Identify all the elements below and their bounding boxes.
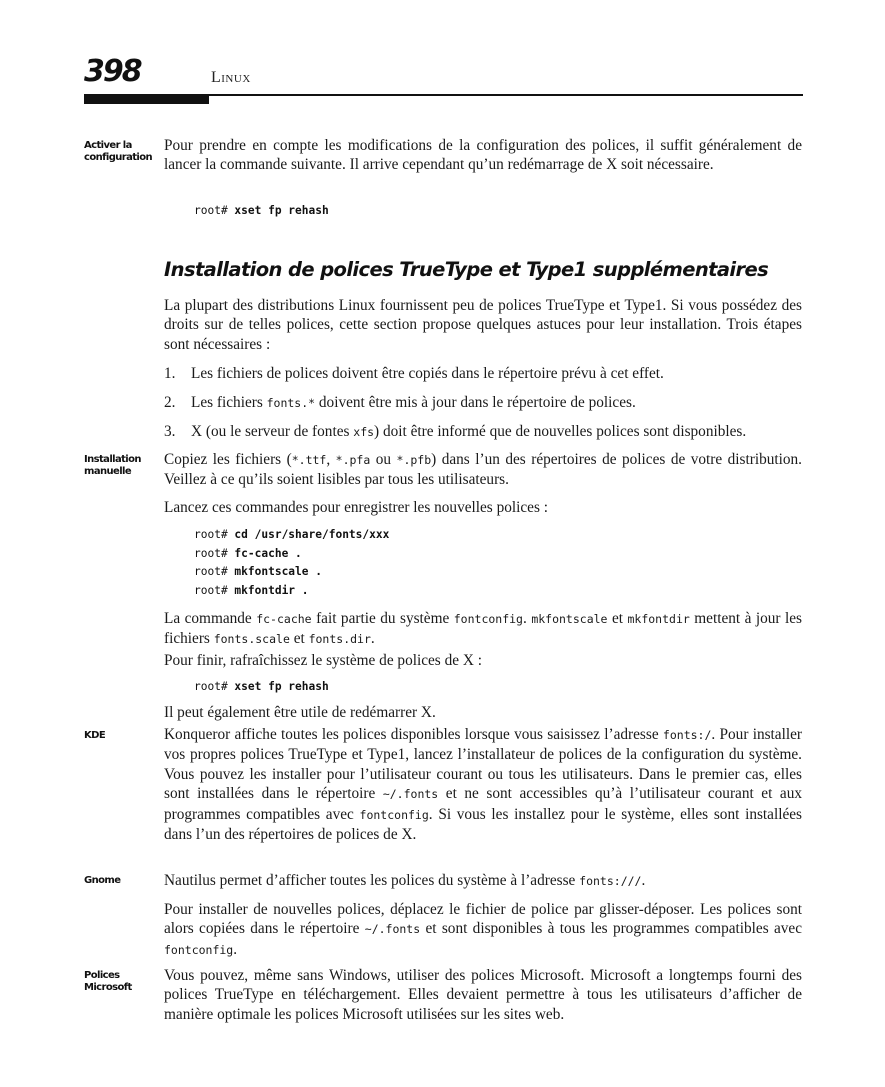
margin-note-line: configuration xyxy=(84,152,153,163)
inline-code: fonts.* xyxy=(266,396,316,410)
step-number: 1. xyxy=(164,365,176,382)
paragraph-intro: La plupart des distributions Linux fournissent peu de polices TrueType et Type1. Si vous possédez des droits sur de telles polices, cette section propose quelques astuces pour leur installation. Trois étapes sont nécessaires : xyxy=(164,297,802,353)
step-number: 3. xyxy=(164,423,176,440)
margin-note-line: Activer la xyxy=(84,140,132,151)
paragraph-commande: La commande fc-cache fait partie du système fontconfig. mkfontscale et mkfontdir mettent à jour les fichiers fonts.scale et fonts.dir. xyxy=(164,610,802,648)
inline-code: *.pfb xyxy=(396,453,432,467)
paragraph-gnome-2: Pour installer de nouvelles polices, déplacez le fichier de police par glisser-déposer. Les polices sont alors copiées dans le répertoire ~/.fonts et sont disponibles à tous les programmes compatibles avec fontconfig. xyxy=(164,901,802,958)
margin-note-installation xyxy=(84,454,158,478)
margin-note-kde: KDE xyxy=(84,730,106,741)
paragraph-redemarrer: Il peut également être utile de redémarrer X. xyxy=(164,704,436,721)
section-title: Installation de polices TrueType et Type1 supplémentaires xyxy=(164,258,769,281)
code-block-commands: root# cd /usr/share/fonts/xxx root# fc-cache . root# mkfontscale . root# mkfontdir . xyxy=(194,528,390,597)
margin-note-polices xyxy=(84,970,158,994)
margin-note-activer xyxy=(84,140,158,164)
margin-note-gnome: Gnome xyxy=(84,875,121,886)
code-block-rehash-1 xyxy=(194,202,329,221)
header-rule-tab xyxy=(84,95,209,104)
paragraph-gnome-1: Nautilus permet d’afficher toutes les polices du système à l’adresse fonts:///. xyxy=(164,872,646,889)
page-number: 398 xyxy=(84,54,141,89)
paragraph-copiez: Copiez les fichiers (*.ttf, *.pfa ou *.pfb) dans l’un des répertoires de polices de votre distribution. Veillez à ce qu’ils soient lisibles par tous les utilisateurs. xyxy=(164,451,802,489)
code-prompt: root# xyxy=(194,204,235,217)
margin-note-line: manuelle xyxy=(84,466,132,477)
margin-note-line: Installation xyxy=(84,454,141,465)
code-command: xset fp rehash xyxy=(234,204,329,217)
paragraph-microsoft: Vous pouvez, même sans Windows, utiliser des polices Microsoft. Microsoft a longtemps fourni des polices TrueType en téléchargement. Elles devaient permettre à tous les utilisateurs d’afficher de manière optimale les polices Microsoft utilisées sur les sites web. xyxy=(164,967,802,1023)
margin-note-line: Microsoft xyxy=(84,982,132,993)
step-number: 2. xyxy=(164,394,176,411)
paragraph-finir: Pour finir, rafraîchissez le système de polices de X : xyxy=(164,652,482,669)
paragraph-lancez: Lancez ces commandes pour enregistrer les nouvelles polices : xyxy=(164,499,548,516)
code-block-rehash-2: root# xset fp rehash xyxy=(194,680,329,693)
step-1: Les fichiers de polices doivent être copiés dans le répertoire prévu à cet effet. xyxy=(191,365,664,382)
inline-code: xfs xyxy=(353,425,375,439)
inline-code: *.ttf xyxy=(291,453,327,467)
inline-code: *.pfa xyxy=(335,453,371,467)
step-3: X (ou le serveur de fontes xfs) doit être informé que de nouvelles polices sont disponibles. xyxy=(191,423,747,440)
step-2: Les fichiers fonts.* doivent être mis à jour dans le répertoire de polices. xyxy=(191,394,636,411)
running-title: Linux xyxy=(211,69,251,86)
margin-note-line: Polices xyxy=(84,970,120,981)
paragraph-kde: Konqueror affiche toutes les polices disponibles lorsque vous saisissez l’adresse fonts:/. Pour installer vos propres polices TrueType et Type1, lancez l’installateur de polices de la configuration du système. Vous pouvez les installer pour l’utilisateur courant ou tous les utilisateurs. Dans le premier cas, elles sont installées dans le répertoire ~/.fonts et ne sont accessibles qu’à l’utilisateur courant et aux programmes compatibles avec fontconfig. Si vous les installez pour le système, elles sont installées dans l’un des répertoires de polices de X. xyxy=(164,726,802,844)
paragraph-activer: Pour prendre en compte les modifications de la configuration des polices, il suffit généralement de lancer la commande suivante. Il arrive cependant qu’un redémarrage de X soit nécessaire. xyxy=(164,137,802,174)
